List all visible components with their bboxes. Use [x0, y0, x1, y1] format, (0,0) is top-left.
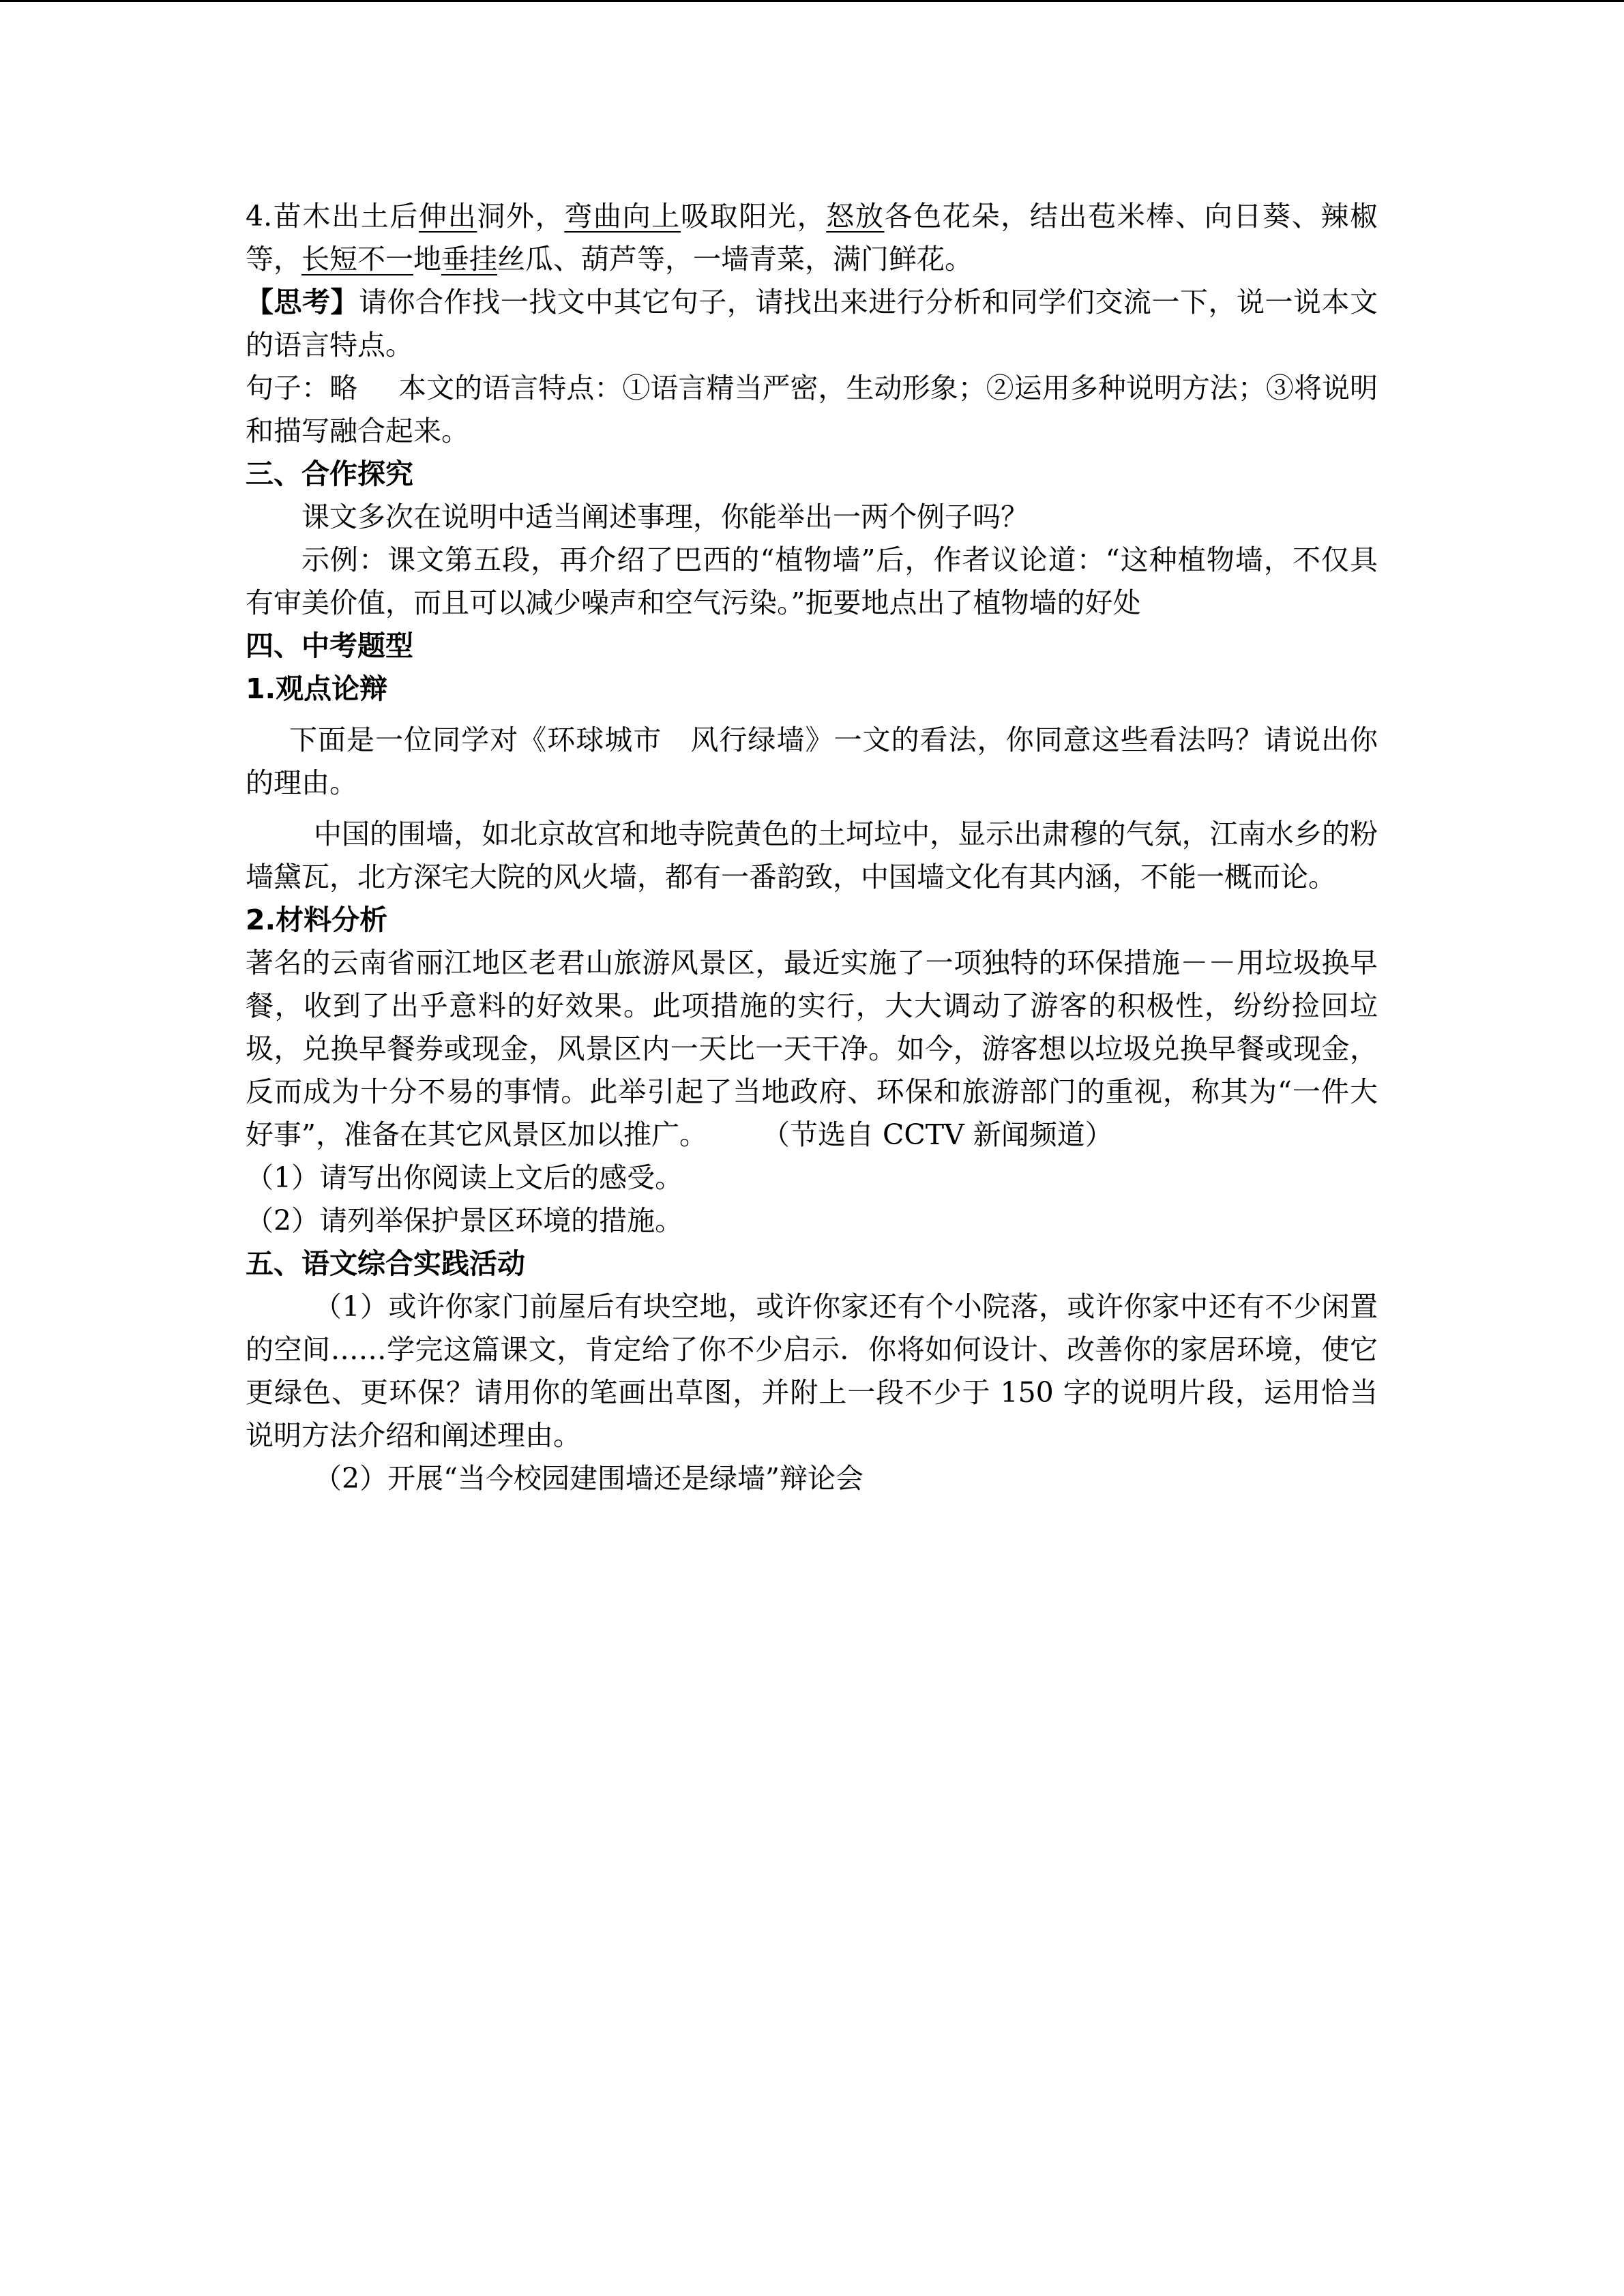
- question-1-opinion: 中国的围墙，如北京故宫和地寺院黄色的土坷垃中，显示出肃穆的气氛，江南水乡的粉墙黛瓦，北方深宅大院的风火墙，都有一番韵致，中国墙文化有其内涵，不能一概而论。: [246, 818, 1378, 893]
- section-3-title: 三、合作探究: [246, 458, 413, 490]
- item-4-text: 洞外，: [477, 200, 565, 233]
- section-5-task-2: （2）开展“当今校园建围墙还是绿墙”辩论会: [314, 1462, 864, 1495]
- document-page: [246, 195, 1378, 1500]
- answer-features: 本文的语言特点：①语言精当严密，生动形象；②运用多种说明方法；③将说明和描写融合起来。: [246, 372, 1378, 447]
- question-2-sub-1: （1）请写出你阅读上文后的感受。: [246, 1161, 683, 1194]
- section-4-title: 四、中考题型: [246, 629, 413, 662]
- underlined-word: 怒放: [826, 200, 885, 233]
- think-label: 【思考】: [246, 286, 359, 318]
- item-4-text: 地: [413, 243, 441, 275]
- item-4-paragraph: [246, 195, 1378, 281]
- underlined-word: 长短不一: [301, 243, 413, 275]
- think-paragraph: [246, 281, 1378, 367]
- question-2-sub-2: （2）请列举保护景区环境的措施。: [246, 1204, 683, 1237]
- item-4-text: 吸取阳光，: [680, 200, 827, 233]
- section-5-title: 五、语文综合实践活动: [246, 1247, 525, 1280]
- section-3-example: 示例：课文第五段，再介绍了巴西的“植物墙”后，作者议论道：“这种植物墙，不仅具有审美价值，而且可以减少噪声和空气污染。”扼要地点出了植物墙的好处: [246, 543, 1378, 619]
- question-1-title: 1.观点论辩: [246, 672, 388, 705]
- question-2-title: 2.材料分析: [246, 904, 388, 936]
- underlined-word: 垂挂: [441, 243, 497, 275]
- answer-sentence: 句子：略: [246, 372, 358, 404]
- page-top-border: [0, 0, 1624, 2]
- item-4-text: 各色花朵，结出苞米棒、向日葵、辣椒等，: [246, 200, 1378, 275]
- underlined-word: 伸出: [419, 200, 477, 233]
- answer-paragraph: [246, 367, 1378, 453]
- material-text: 著名的云南省丽江地区老君山旅游风景区，最近实施了一项独特的环保措施－－用垃圾换早餐，收到了出乎意料的好效果。此项措施的实行，大大调动了游客的积极性，纷纷捡回垃圾，兑换早餐券或现金，风景区内一天比一天干净。如今，游客想以垃圾兑换早餐或现金，反而成为十分不易的事情。此举引起了当地政府、环保和旅游部门的重视，称其为“一件大好事”，准备在其它风景区加以推广。: [246, 946, 1378, 1151]
- think-text: 请你合作找一找文中其它句子，请找出来进行分析和同学们交流一下，说一说本文的语言特点。: [246, 286, 1378, 361]
- underlined-word: 弯曲向上: [564, 200, 681, 233]
- question-1-prompt: 下面是一位同学对《环球城市 风行绿墙》一文的看法，你同意这些看法吗？请说出你的理由。: [246, 724, 1378, 799]
- section-5-task-1: （1）或许你家门前屋后有块空地，或许你家还有个小院落，或许你家中还有不少闲置的空间……学完这篇课文，肯定给了你不少启示．你将如何设计、改善你的家居环境，使它更绿色、更环保？请用你的笔画出草图，并附上一段不少于 150 字的说明片段，运用恰当说明方法介绍和阐述理由。: [246, 1290, 1378, 1452]
- question-2-material: [246, 942, 1378, 1157]
- item-4-text: 4.苗木出土后: [246, 200, 419, 233]
- item-4-text: 丝瓜、葫芦等，一墙青菜，满门鲜花。: [497, 243, 973, 275]
- section-3-question: 课文多次在说明中适当阐述事理，你能举出一两个例子吗？: [301, 501, 1029, 533]
- material-source: （节选自 CCTV 新闻频道）: [761, 1118, 1113, 1151]
